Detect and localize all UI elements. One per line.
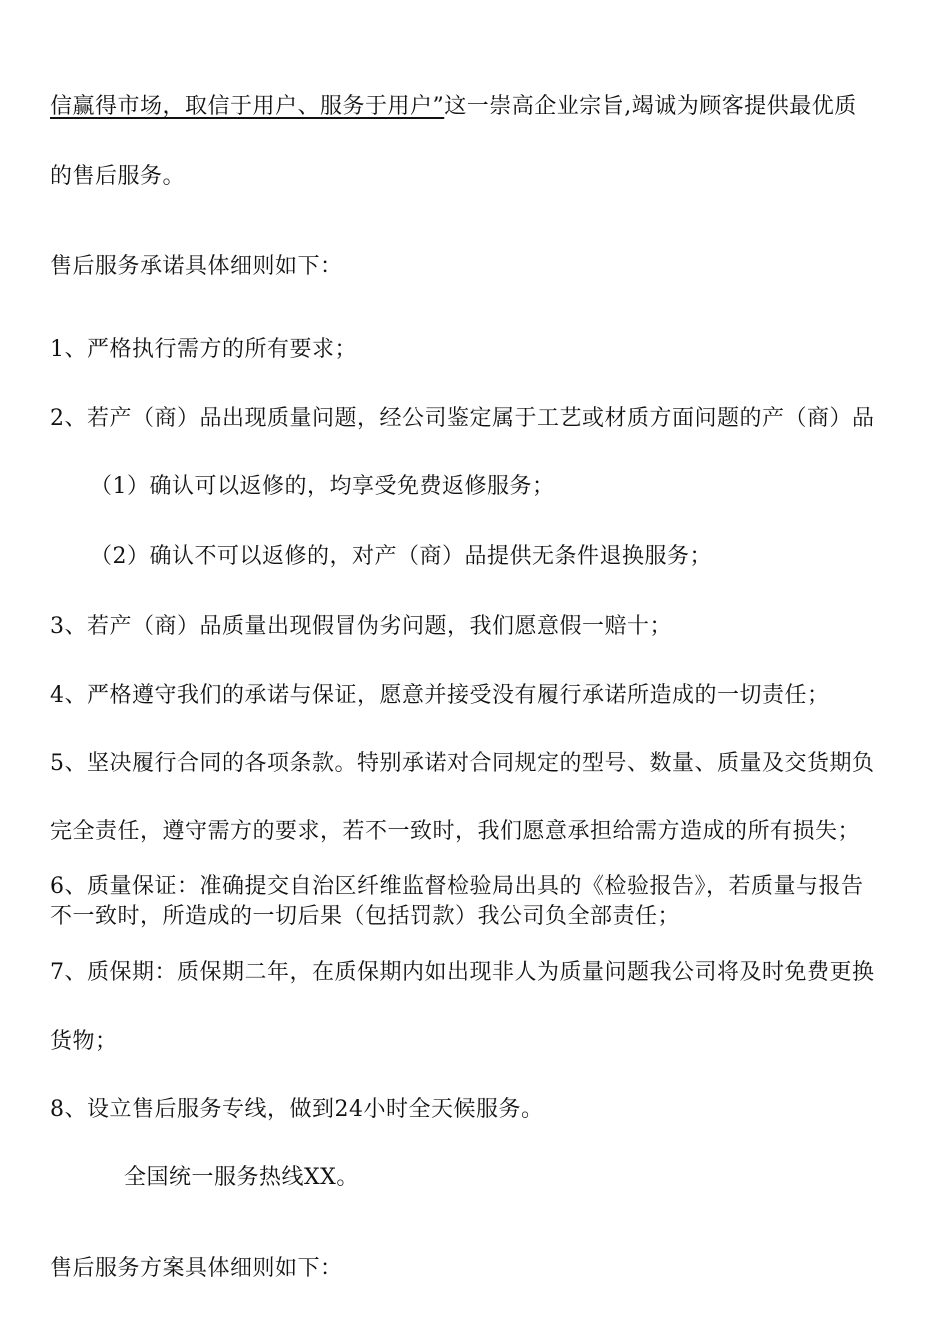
commitment-item-7-line-2: 货物；	[50, 1029, 118, 1054]
intro-line-1	[50, 92, 857, 122]
commitment-item-4: 4、严格遵守我们的承诺与保证，愿意并接受没有履行承诺所造成的一切责任；	[50, 683, 830, 708]
commitment-item-2: 2、若产（商）品出现质量问题，经公司鉴定属于工艺或材质方面问题的产（商）品	[50, 406, 875, 431]
commitment-item-3: 3、若产（商）品质量出现假冒伪劣问题，我们愿意假一赔十；	[50, 614, 672, 639]
commitment-item-6-line-2: 不一致时，所造成的一切后果（包括罚款）我公司负全部责任；	[50, 904, 681, 929]
plan-heading: 售后服务方案具体细则如下：	[50, 1256, 343, 1281]
commitment-item-5-line-2: 完全责任，遵守需方的要求，若不一致时，我们愿意承担给需方造成的所有损失；	[50, 819, 861, 844]
commitment-item-1: 1、严格执行需方的所有要求；	[50, 337, 357, 362]
intro-underlined-text: 信赢得市场，取信于用户、服务于用户”	[50, 94, 445, 119]
commitment-item-6-line-1: 6、质量保证：准确提交自治区纤维监督检验局出具的《检验报告》，若质量与报告	[50, 874, 864, 899]
commitment-item-7-line-1: 7、质保期：质保期二年，在质保期内如出现非人为质量问题我公司将及时免费更换	[50, 960, 875, 985]
commitment-heading: 售后服务承诺具体细则如下：	[50, 254, 343, 279]
commitment-item-8: 8、设立售后服务专线，做到24小时全天候服务。	[50, 1097, 544, 1122]
commitment-item-2-sub-1: （1）确认可以返修的，均享受免费返修服务；	[90, 474, 555, 499]
commitment-item-2-sub-2: （2）确认不可以返修的，对产（商）品提供无条件退换服务；	[90, 544, 712, 569]
intro-text: 这一崇高企业宗旨,竭诚为顾客提供最优质	[444, 94, 857, 119]
service-hotline: 全国统一服务热线XX。	[124, 1165, 359, 1190]
intro-line-2: 的售后服务。	[50, 164, 186, 189]
commitment-item-5-line-1: 5、坚决履行合同的各项条款。特别承诺对合同规定的型号、数量、质量及交货期负	[50, 751, 875, 776]
